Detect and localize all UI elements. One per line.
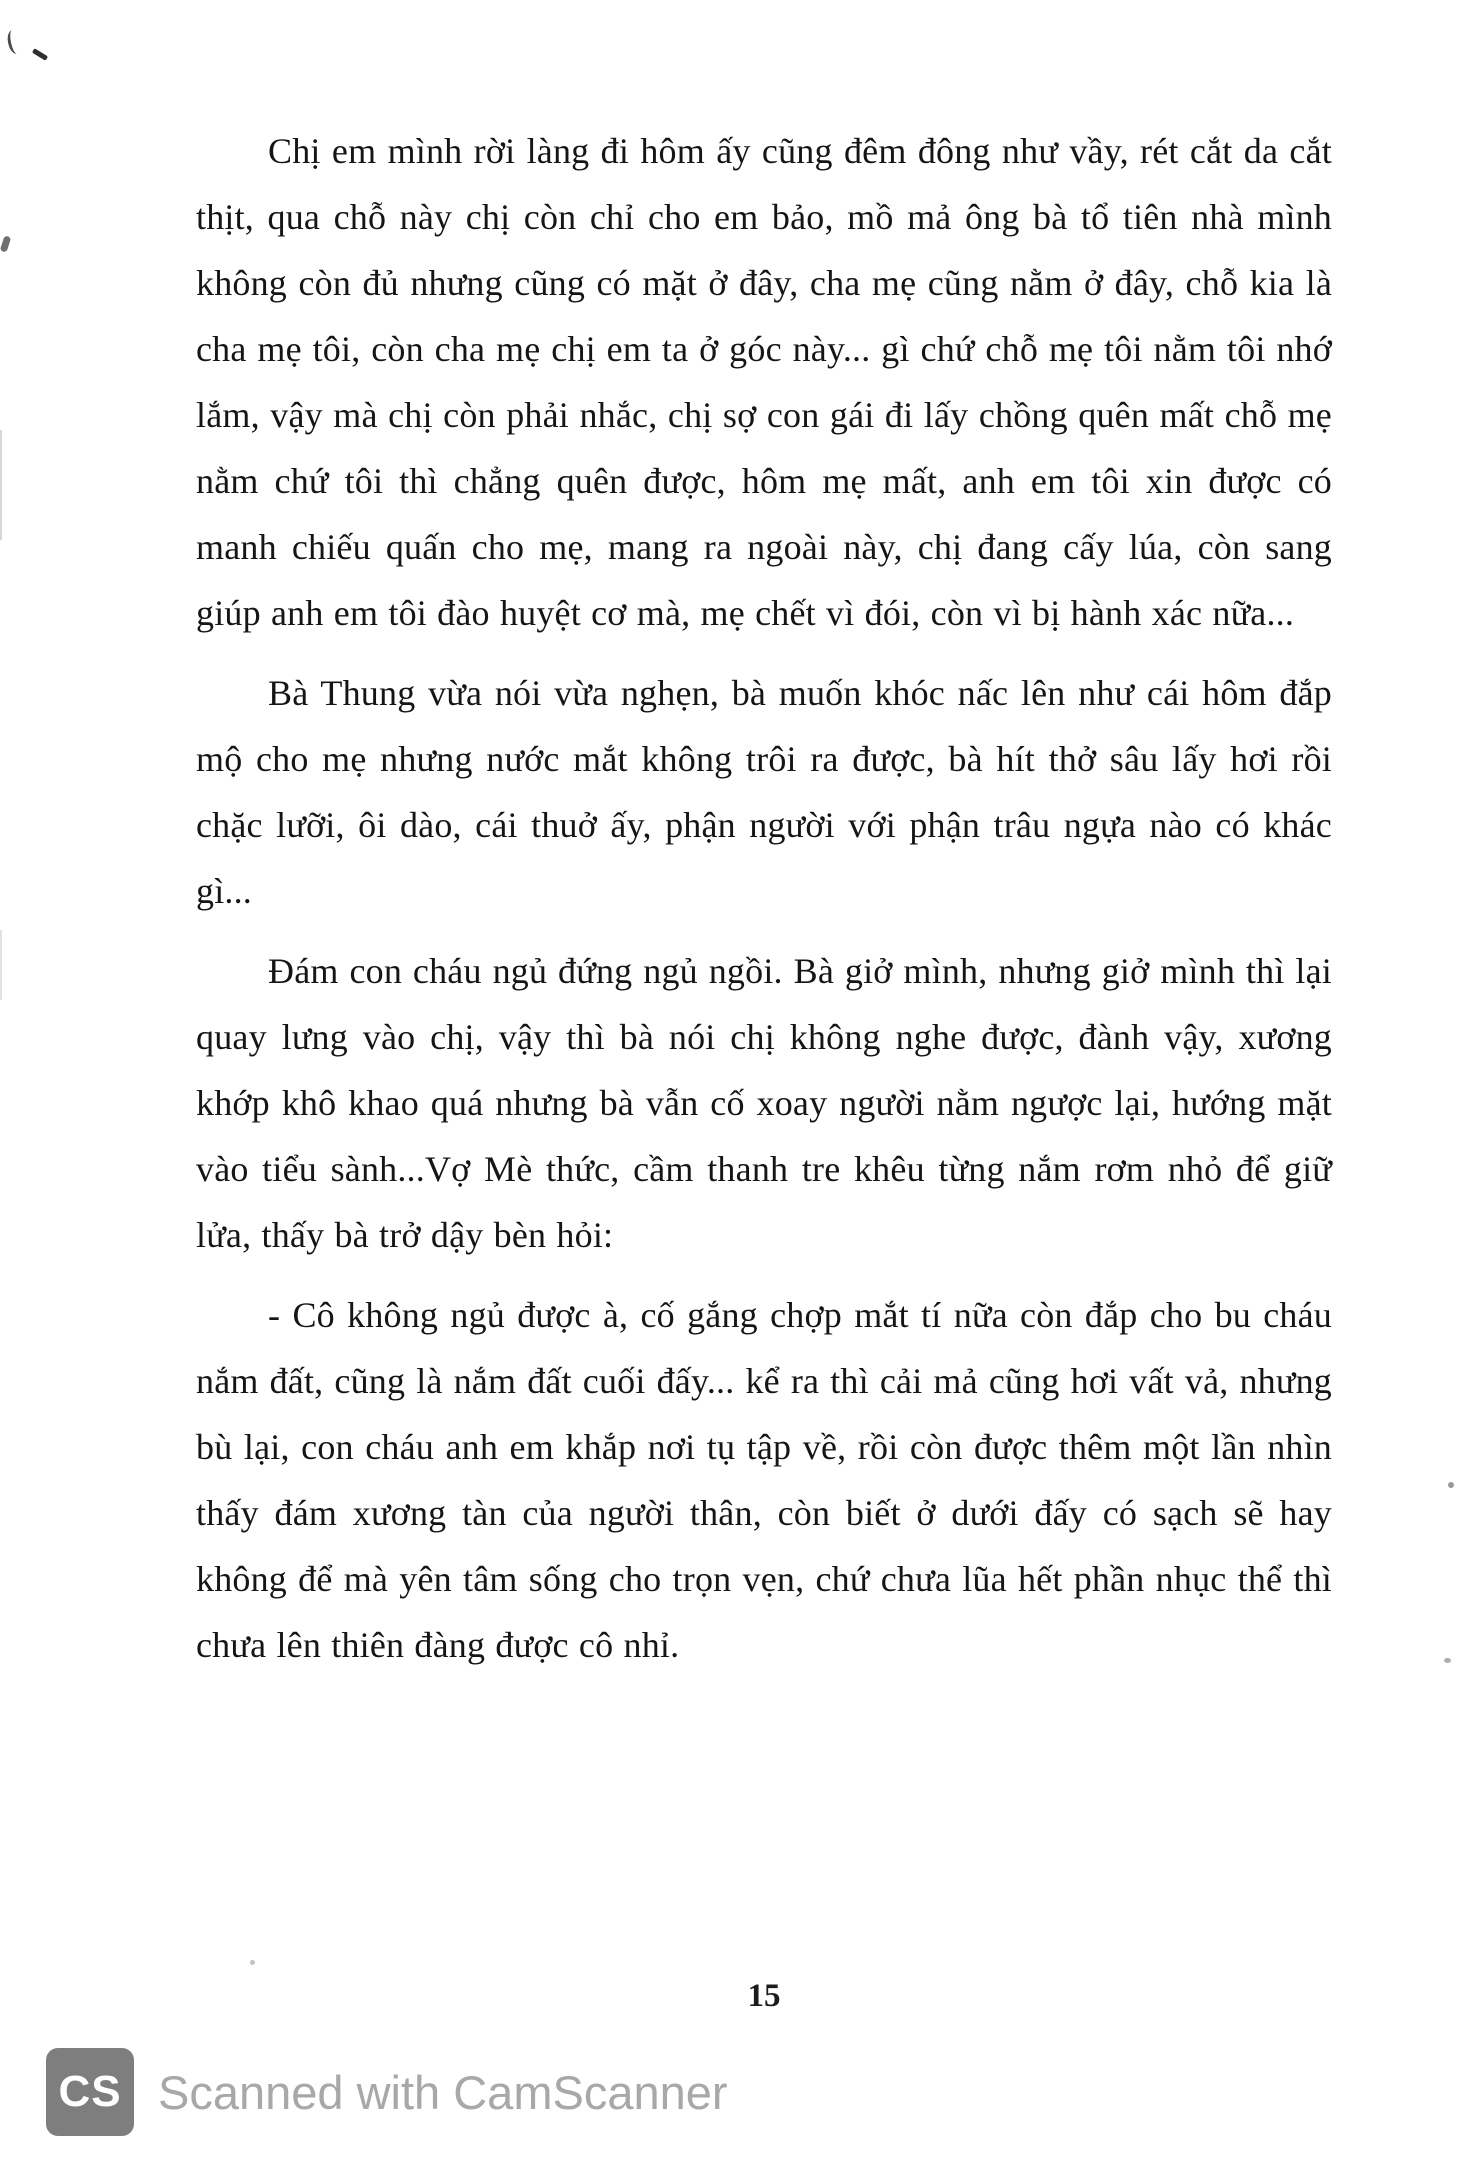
scan-artifact: [0, 930, 2, 1000]
paragraph-1: Chị em mình rời làng đi hôm ấy cũng đêm đông như vầy, rét cắt da cắt thịt, qua chỗ này chị còn chỉ cho em bảo, mồ mả ông bà tổ tiên nhà mình không còn đủ nhưng cũng có mặt ở đây, cha mẹ cũng nằm ở đây, chỗ kia là cha mẹ tôi, còn cha mẹ chị em ta ở góc này... gì chứ chỗ mẹ tôi nằm tôi nhớ lắm, vậy mà chị còn phải nhắc, chị sợ con gái đi lấy chồng quên mất chỗ mẹ nằm chứ tôi thì chẳng quên được, hôm mẹ mất, anh em tôi xin được có manh chiếu quấn cho mẹ, mang ra ngoài này, chị đang cấy lúa, còn sang giúp anh em tôi đào huyệt cơ mà, mẹ chết vì đói, còn vì bị hành xác nữa...: [196, 131, 1332, 633]
scan-artifact: [250, 1960, 255, 1965]
paragraph-4-dialogue: - Cô không ngủ được à, cố gắng chợp mắt tí nữa còn đắp cho bu cháu nắm đất, cũng là nắm đất cuối đấy... kể ra thì cải mả cũng hơi vất vả, nhưng bù lại, con cháu anh em khắp nơi tụ tập về, rồi còn được thêm một lần nhìn thấy đám xương tàn của người thân, còn biết ở dưới đấy có sạch sẽ hay không để mà yên tâm sống cho trọn vẹn, chứ chưa lũa hết phần nhục thể thì chưa lên thiên đàng được cô nhỉ.: [196, 1295, 1332, 1665]
camscanner-watermark: [46, 2048, 728, 2136]
scan-artifact: [1448, 1482, 1454, 1488]
scan-artifact: [32, 48, 48, 61]
camscanner-watermark-text: Scanned with CamScanner: [158, 2065, 728, 2119]
scan-artifact: [0, 430, 2, 540]
camscanner-logo-icon: CS: [46, 2048, 134, 2136]
paragraph-3: Đám con cháu ngủ đứng ngủ ngồi. Bà giở mình, nhưng giở mình thì lại quay lưng vào chị, vậy thì bà nói chị không nghe được, đành vậy, xương khớp khô khao quá nhưng bà vẫn cố xoay người nằm ngược lại, hướng mặt vào tiểu sành...Vợ Mè thức, cầm thanh tre khêu từng nắm rơm nhỏ để giữ lửa, thấy bà trở dậy bèn hỏi:: [196, 951, 1332, 1255]
paragraph-2: Bà Thung vừa nói vừa nghẹn, bà muốn khóc nấc lên như cái hôm đắp mộ cho mẹ nhưng nước mắt không trôi ra được, bà hít thở sâu lấy hơi rồi chặc lưỡi, ôi dào, cái thuở ấy, phận người với phận trâu ngựa nào có khác gì...: [196, 673, 1332, 911]
scan-artifact: [1444, 1658, 1451, 1663]
scan-artifact: [6, 29, 24, 55]
scan-artifact: [0, 235, 11, 252]
page-text-block: [196, 118, 1332, 1692]
page-number: 15: [747, 1978, 781, 2014]
